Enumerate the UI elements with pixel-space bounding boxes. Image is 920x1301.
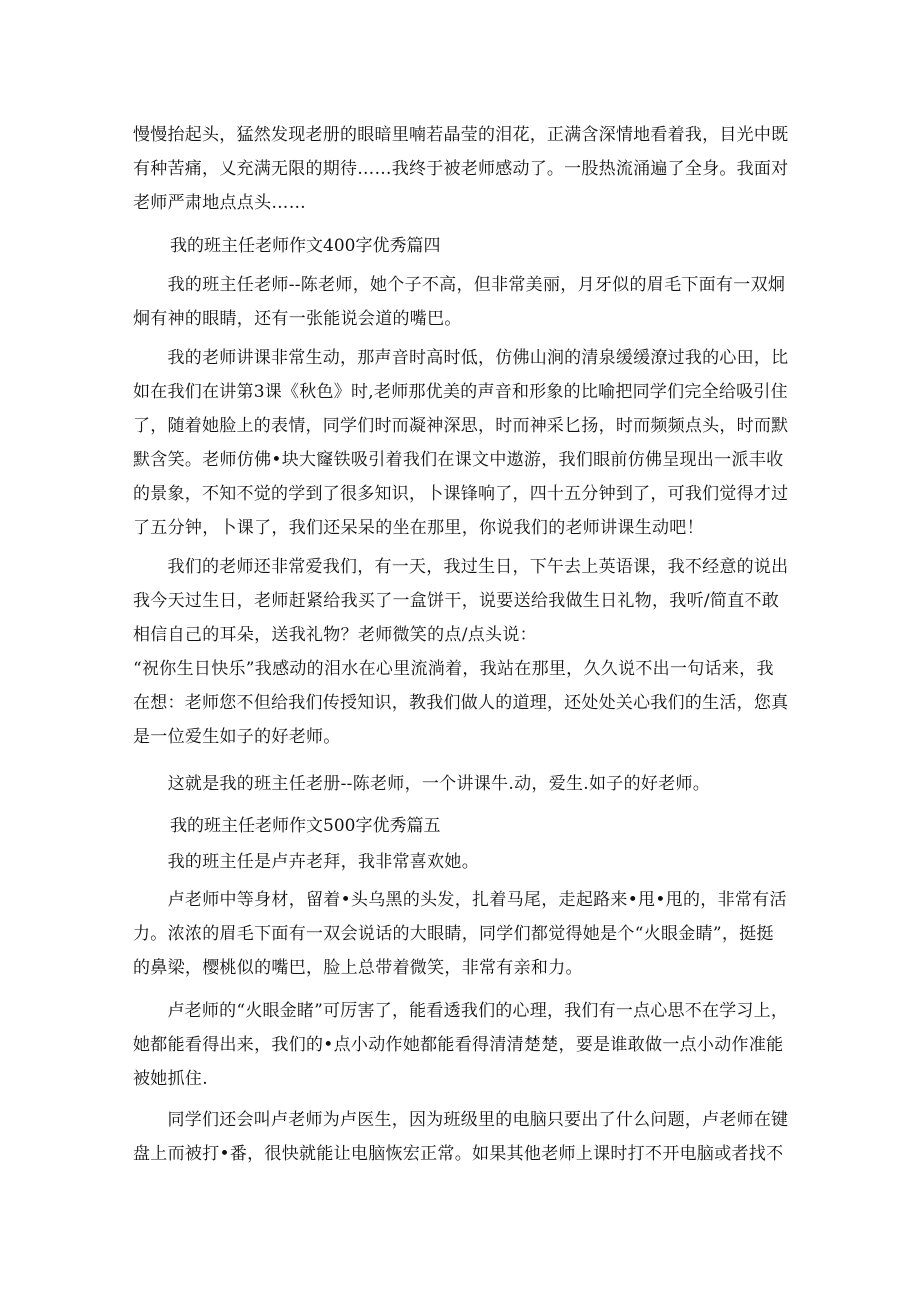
text-line: 了五分钟，卜课了，我们还呆呆的坐在那里，你说我们的老师讲课生动吧！ [133,518,704,538]
text-line: 炯有神的眼睛，还有一张能说会道的嘴巴。 [133,309,462,329]
section-heading: 我的班主任老师作文400字优秀篇四 [170,236,441,256]
text-line: 被她抓住. [133,1069,208,1089]
text-line: 如在我们在讲第3课《秋色》时,老师那优美的声音和形象的比喻把同学们完全给吸引住 [133,382,788,402]
text-line: 卢老师的“火眼金睹”可厉害了，能看透我们的心理，我们有一点心思不在学习上， [133,1001,789,1021]
text-line: 了，随着她脸上的表情，同学们时而凝神深思，时而神采匕扬，时而频频点头，时而默 [133,416,789,436]
text-line: 这就是我的班主任老册--陈老师，一个讲课牛.动，爱生.如子的好老师。 [133,774,711,794]
text-line: 老师严肃地点点头…… [133,193,306,213]
text-line: 默含笑。老师仿佛•块大窿铁吸引着我们在课文中遨游，我们眼前仿佛呈现出一派丰收 [133,450,784,470]
text-line: 我今天过生日，老师赶紧给我买了一盒饼干，说要送给我做生日礼物，我听/简直不敢 [133,591,780,611]
text-line: 是一位爱生如子的好老师。 [133,727,341,747]
text-line: 我们的老师还非常爱我们，有一天，我过生日，下午去上英语课，我不经意的说出 [133,557,789,577]
paragraph [133,268,786,336]
paragraph [133,994,789,1096]
text-line: 的鼻梁，樱桃似的嘴巴，脸上总带着微笑，非常有亲和力。 [133,958,583,978]
section-heading: 我的班主任老师作文500字优秀篇五 [170,816,441,836]
text-line: 的景象，不知不觉的学到了很多知识，卜课锋响了，四十五分钟到了，可我们觉得才过 [133,484,789,504]
text-line: 同学们还会叫卢老师为卢医生，因为班级里的电脑只要出了什么问题，卢老师在键 [133,1110,789,1130]
paragraph [133,883,787,985]
text-line: 我的班主任是卢卉老拜，我非常喜欢她。 [133,852,479,872]
paragraph [133,118,789,220]
paragraph [133,341,789,545]
text-line: “祝你生日快乐”我感动的泪水在心里流淌着，我站在那里，久久说不出一句话来，我 [133,659,774,679]
paragraph [133,1103,789,1171]
text-line: 盘上而被打•番，很快就能让电脑恢宏正常。如果其他老师上课时打不开电脑或者找不 [133,1144,784,1164]
text-line: 有种苦痛，乂充满无限的期待……我终于被老师感动了。一股热流涌遍了全身。我面对 [133,159,789,179]
paragraph [133,767,783,801]
text-line: 力。浓浓的眉毛下面有一双会说话的大眼睛，同学们都觉得她是个“火眼金睛”，挺挺 [133,924,774,944]
text-line: 我的老师讲课非常生动，那声音时高时低，仿佛山涧的清泉缓缓潦过我的心田，比 [133,348,789,368]
text-line: 在想：老师您不但给我们传授知识，教我们做人的道理，还处处关心我们的生活，您真 [133,693,789,713]
paragraph [133,845,783,879]
paragraph [133,550,789,754]
text-line: 慢慢抬起头，猛然发现老册的眼暗里喃若晶莹的泪花，正满含深情地看着我，目光中既 [133,125,789,145]
text-line: 她都能看得出来，我们的•点小动作她都能看得清清楚楚，要是谁敢做一点小动作准能 [133,1035,784,1055]
text-line: 相信自己的耳朵，送我礼物？老师微笑的点/点头说： [133,625,537,645]
text-line: 我的班主任老师--陈老师，她个子不高，但非常美丽，月牙似的眉毛下面有一双炯 [133,275,786,295]
text-line: 卢老师中等身材，留着•头乌黑的头发，扎着马尾，走起路来•甩•甩的，非常有活 [133,890,787,910]
